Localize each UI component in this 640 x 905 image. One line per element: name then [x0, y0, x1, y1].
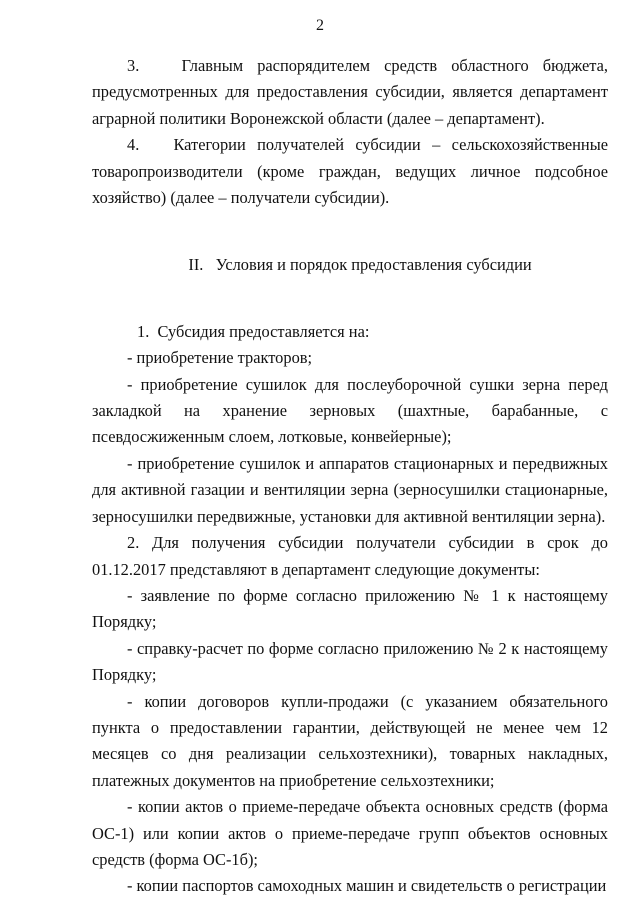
spacer	[92, 279, 608, 319]
list-item-document: - копии паспортов самоходных машин и свидетельств о регистрации	[127, 876, 607, 896]
paragraph-documents-intro: 2. Для получения субсидии получатели субсидии в срок до 01.12.2017 представляют в департамент следующие документы:	[92, 533, 608, 579]
list-item-document: - заявление по форме согласно приложению № 1 к настоящему Порядку;	[92, 585, 608, 632]
paragraph-item-3: 3. Главным распорядителем средств областного бюджета, предусмотренных для предоставления субсидии, является департамент аграрной политики Воронежской области (далее – департамент).	[92, 56, 608, 128]
paragraph-item-4: 4. Категории получателей субсидии – сельскохозяйственные товаропроизводители (кроме граждан, ведущих личное подсобное хозяйство) (далее – получатели субсидии).	[92, 135, 608, 208]
paragraph-subsidy-intro: 1. Субсидия предоставляется на:	[137, 321, 370, 341]
page-number: 2	[316, 17, 324, 34]
list-item-purpose: - приобретение сушилок для послеуборочной сушки зерна перед закладкой на хранение зерновых (шахтные, барабанные, с псевдосжиженным слоем, лотковые, конвейерные);	[92, 374, 608, 447]
spacer	[92, 211, 608, 252]
list-item-document: - копии договоров купли-продажи (с указанием обязательного пункта о предоставлении гарантии, действующей не менее чем 12 месяцев со дня реализации сельхозтехники), товарных накладных, платежных документов на приобретение сельхозтехники;	[92, 691, 608, 790]
list-item-document: - копии актов о приеме-передаче объекта основных средств (форма ОС-1) или копии актов о приеме-передаче групп объектов основных средств (форма ОС-1б);	[92, 797, 608, 869]
list-item-purpose: - приобретение тракторов;	[127, 348, 313, 368]
list-item-document: - справку-расчет по форме согласно приложению № 2 к настоящему Порядку;	[92, 638, 608, 685]
section-heading: II. Условия и порядок предоставления субсидии	[188, 255, 532, 275]
document-body	[92, 53, 608, 900]
list-item-purpose: - приобретение сушилок и аппаратов стационарных и передвижных для активной газации и вентиляции зерна (зерносушилки стационарные, зерносушилки передвижные, установки для активной вентиляции зерна).	[92, 453, 608, 526]
